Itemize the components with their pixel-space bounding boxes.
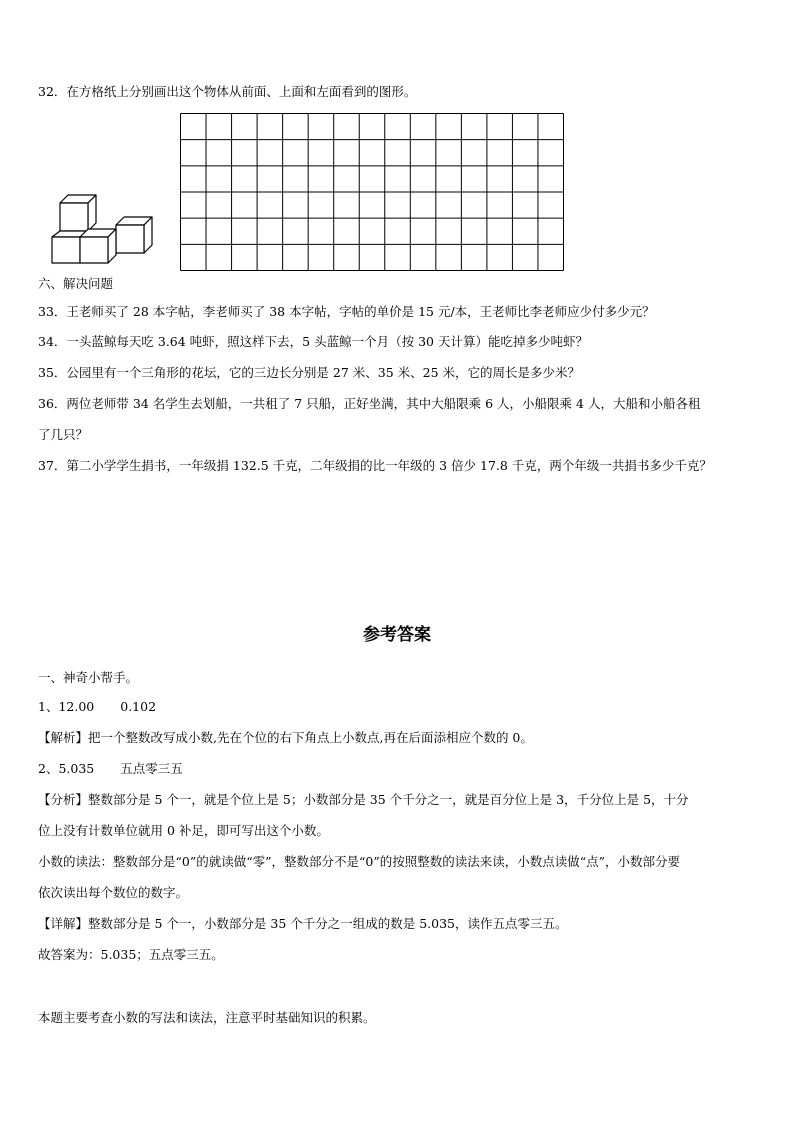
answer-2-reading-line-1: 小数的读法：整数部分是“0”的就读做“零”，整数部分不是“0”的按照整数的读法来读，小数点读做“点”，小数部分要 xyxy=(38,854,681,869)
cube-front-face xyxy=(60,203,88,231)
section-6-heading: 六、解决问题 xyxy=(38,276,114,291)
answer-2-analysis-line-1: 【分析】整数部分是 5 个一，就是个位上是 5；小数部分是 35 个千分之一，就是百分位上是 3，千分位上是 5，十分 xyxy=(38,792,689,807)
answer-2-number: 2、5.035 xyxy=(38,761,95,776)
answer-2-reading-line-2: 依次读出每个数位的数字。 xyxy=(38,885,189,900)
cube-front-face xyxy=(116,225,144,253)
question-34: 34．一头蓝鲸每天吃 3.64 吨虾，照这样下去，5 头蓝鲸一个月（按 30 天计算）能吃掉多少吨虾？ xyxy=(38,334,588,349)
answer-1-number: 1、12.00 xyxy=(38,699,95,714)
summary-note: 本题主要考查小数的写法和读法，注意平时基础知识的积累。 xyxy=(38,1010,376,1025)
question-32: 32．在方格纸上分别画出这个物体从前面、上面和左面看到的图形。 xyxy=(38,84,417,99)
answer-2-value: 五点零三五 xyxy=(120,761,183,776)
answer-2-final: 故答案为：5.035；五点零三五。 xyxy=(38,947,224,962)
question-37: 37．第二小学学生捐书，一年级捐 132.5 千克，二年级捐的比一年级的 3 倍少 17.8 千克，两个年级一共捐书多少千克？ xyxy=(38,458,712,473)
question-36-line-2: 了几只？ xyxy=(38,427,89,442)
question-33: 33．王老师买了 28 本字帖，李老师买了 38 本字帖，字帖的单价是 15 元/本，王老师比李老师应少付多少元？ xyxy=(38,304,655,319)
answer-1-value: 0.102 xyxy=(120,699,157,714)
section-1-heading: 一、神奇小帮手。 xyxy=(38,670,139,685)
cube-front-face xyxy=(80,237,108,263)
answer-2-detail: 【详解】整数部分是 5 个一，小数部分是 35 个千分之一组成的数是 5.035，读作五点零三五。 xyxy=(38,916,568,931)
answer-2-analysis-line-2: 位上没有计数单位就用 0 补足，即可写出这个小数。 xyxy=(38,823,329,838)
answer-1 xyxy=(38,699,156,715)
square-grid-paper xyxy=(180,113,564,271)
answer-1-analysis: 【解析】把一个整数改写成小数,先在个位的右下角点上小数点,再在后面添相应个数的 0。 xyxy=(38,730,533,745)
answer-2 xyxy=(38,761,183,777)
answers-title: 参考答案 xyxy=(363,625,431,645)
question-36-line-1: 36．两位老师带 34 名学生去划船，一共租了 7 只船，正好坐满，其中大船限乘 6 人，小船限乘 4 人，大船和小船各租 xyxy=(38,396,701,411)
cube-front-face xyxy=(52,237,80,263)
question-35: 35．公园里有一个三角形的花坛，它的三边长分别是 27 米、35 米、25 米，它的周长是多少米？ xyxy=(38,365,581,380)
cube-stack-figure xyxy=(46,193,158,265)
